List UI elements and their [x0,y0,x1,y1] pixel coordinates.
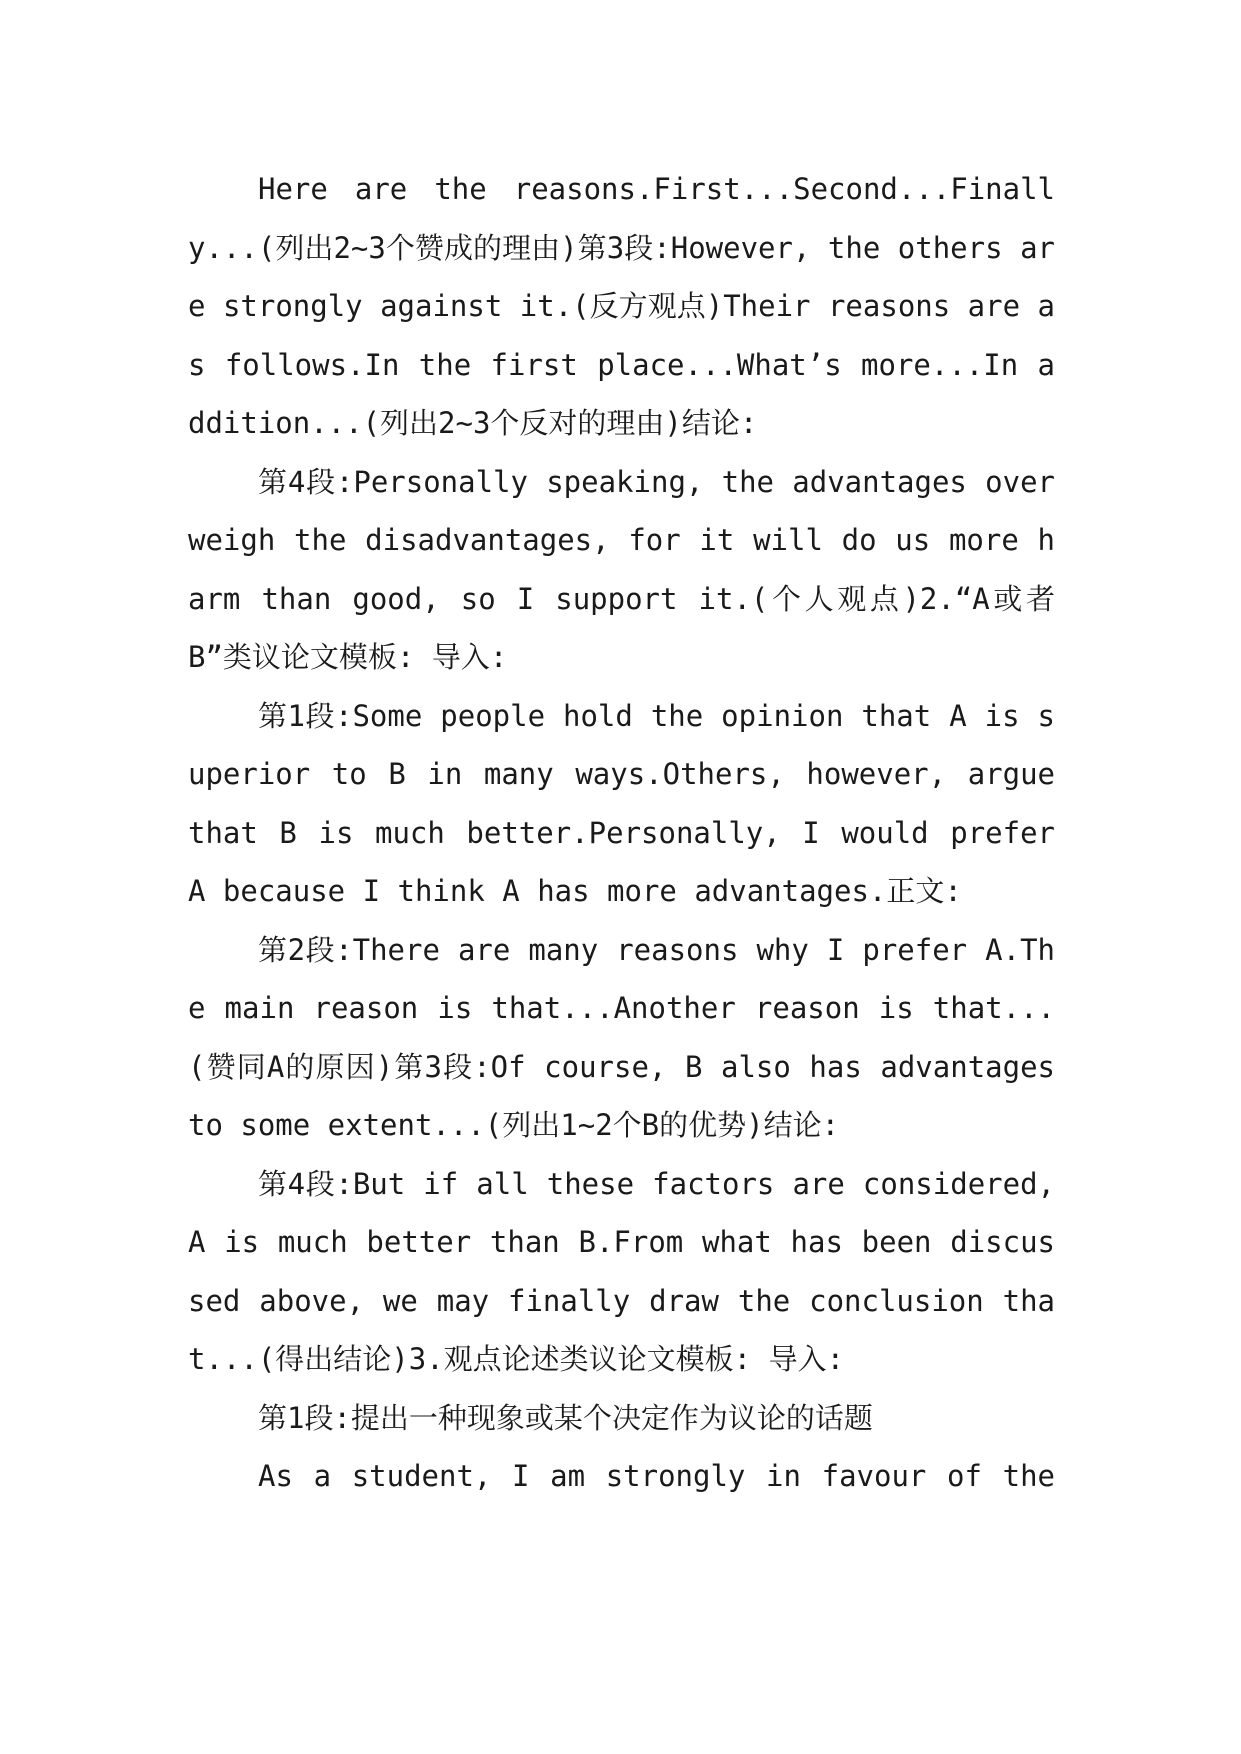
paragraph-4: 第2段:There are many reasons why I prefer A.The main reason is that...Another reason is that...(赞同A的原因)第3段:Of course, B also has advantages to some extent...(列出1~2个B的优势)结论: [188,932,1055,1142]
paragraph-3: 第1段:Some people hold the opinion that A is superior to B in many ways.Others, however, argue that B is much better.Personally, I would prefer A because I think A has more advantages.正文: [188,698,1055,908]
paragraph-1: Here are the reasons.First...Second...Finally...(列出2~3个赞成的理由)第3段:However, the others are strongly against it.(反方观点)Their reasons are as follows.In the first place...What’s more...In addition...(列出2~3个反对的理由)结论: [188,172,1055,440]
document-body [188,160,1055,1506]
paragraph-5: 第4段:But if all these factors are considered, A is much better than B.From what has been discussed above, we may finally draw the conclusion that...(得出结论)3.观点论述类议论文模板: 导入: [188,1166,1055,1376]
paragraph-2: 第4段:Personally speaking, the advantages overweigh the disadvantages, for it will do us more harm than good, so I support it.(个人观点)2.“A或者B”类议论文模板: 导入: [188,464,1055,674]
paragraph-7: As a student, I am strongly in favour of the [258,1459,1055,1493]
paragraph-6: 第1段:提出一种现象或某个决定作为议论的话题 [258,1400,873,1435]
